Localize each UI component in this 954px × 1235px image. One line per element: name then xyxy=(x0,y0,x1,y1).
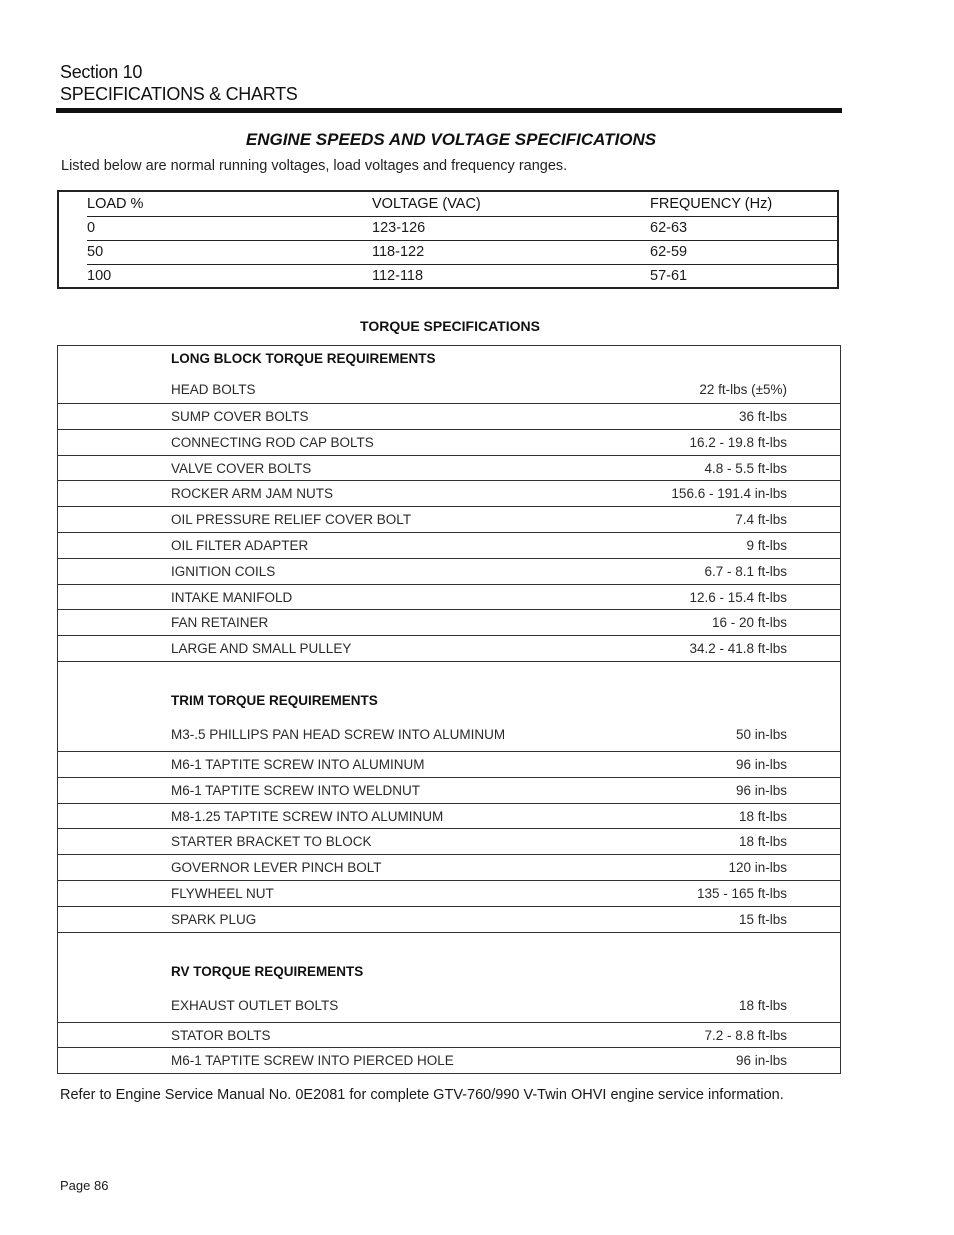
torque-table xyxy=(57,345,841,1074)
torque-item-value: 36 ft-lbs xyxy=(738,409,787,424)
torque-item-value: 18 ft-lbs xyxy=(738,997,787,1013)
torque-item-value: 7.2 - 8.8 ft-lbs xyxy=(704,1027,787,1043)
torque-item-label: STATOR BOLTS xyxy=(171,1027,271,1043)
torque-item-value: 34.2 - 41.8 ft-lbs xyxy=(689,641,787,657)
torque-item-label: VALVE COVER BOLTS xyxy=(171,460,312,476)
torque-item-label: STARTER BRACKET TO BLOCK xyxy=(171,834,372,850)
torque-item-label: M8-1.25 TAPTITE SCREW INTO ALUMINUM xyxy=(171,808,444,824)
cell-frequency: 62-59 xyxy=(650,244,688,260)
table-row xyxy=(58,777,840,803)
table-row xyxy=(58,828,840,854)
table-row xyxy=(58,721,840,751)
torque-item-label: M6-1 TAPTITE SCREW INTO WELDNUT xyxy=(171,782,421,798)
engine-specs-intro: Listed below are normal running voltages, load voltages and frequency ranges. xyxy=(61,158,568,174)
torque-item-label: ROCKER ARM JAM NUTS xyxy=(171,486,334,502)
torque-item-value: 96 in-lbs xyxy=(735,756,787,772)
torque-item-label: INTAKE MANIFOLD xyxy=(171,589,293,605)
torque-item-value: 120 in-lbs xyxy=(728,860,787,876)
torque-item-value: 50 in-lbs xyxy=(735,726,787,742)
cell-voltage: 112-118 xyxy=(372,268,424,284)
table-row xyxy=(58,403,840,429)
torque-item-label: GOVERNOR LEVER PINCH BOLT xyxy=(171,860,382,876)
table-row xyxy=(58,455,840,481)
torque-item-label: EXHAUST OUTLET BOLTS xyxy=(171,997,339,1013)
table-row xyxy=(58,880,840,906)
table-row xyxy=(58,506,840,532)
page-number: Page 86 xyxy=(60,1178,109,1193)
cell-load: 0 xyxy=(87,220,96,236)
torque-item-label: LARGE AND SMALL PULLEY xyxy=(171,641,352,657)
table-row xyxy=(87,240,839,265)
cell-frequency: 62-63 xyxy=(650,220,688,236)
section-title: SPECIFICATIONS & CHARTS xyxy=(60,84,298,104)
table-row xyxy=(58,751,840,777)
voltage-table-header xyxy=(87,192,839,217)
rv-heading: RV TORQUE REQUIREMENTS xyxy=(171,963,364,979)
cell-voltage: 123-126 xyxy=(372,220,426,236)
torque-item-label: OIL PRESSURE RELIEF COVER BOLT xyxy=(171,512,412,528)
long-block-heading-row xyxy=(58,346,840,376)
table-row xyxy=(58,480,840,506)
torque-item-label: M6-1 TAPTITE SCREW INTO ALUMINUM xyxy=(171,756,425,772)
torque-item-value: 156.6 - 191.4 in-lbs xyxy=(671,486,787,502)
table-row xyxy=(87,216,839,241)
table-row xyxy=(58,1022,840,1048)
col-load: LOAD % xyxy=(87,196,144,212)
table-row xyxy=(58,584,840,610)
torque-item-label: CONNECTING ROD CAP BOLTS xyxy=(171,434,374,450)
torque-item-value: 22 ft-lbs (±5%) xyxy=(699,382,787,397)
torque-item-value: 6.7 - 8.1 ft-lbs xyxy=(704,563,787,579)
trim-heading: TRIM TORQUE REQUIREMENTS xyxy=(171,692,378,708)
table-row xyxy=(58,558,840,584)
torque-item-value: 18 ft-lbs xyxy=(738,834,787,850)
section-header xyxy=(60,61,297,105)
header-rule xyxy=(56,108,842,113)
col-frequency: FREQUENCY (Hz) xyxy=(650,196,773,212)
torque-item-value: 9 ft-lbs xyxy=(746,537,787,553)
torque-item-label: M3-.5 PHILLIPS PAN HEAD SCREW INTO ALUMINUM xyxy=(171,726,506,742)
torque-item-value: 96 in-lbs xyxy=(735,1053,787,1069)
torque-item-value: 4.8 - 5.5 ft-lbs xyxy=(704,460,787,476)
torque-item-label: SPARK PLUG xyxy=(171,911,257,927)
long-block-heading: LONG BLOCK TORQUE REQUIREMENTS xyxy=(171,351,436,366)
torque-item-label: M6-1 TAPTITE SCREW INTO PIERCED HOLE xyxy=(171,1053,454,1069)
torque-item-value: 135 - 165 ft-lbs xyxy=(696,885,787,901)
table-row xyxy=(58,635,840,661)
torque-item-label: FAN RETAINER xyxy=(171,615,269,631)
torque-item-value: 16 - 20 ft-lbs xyxy=(711,615,787,631)
engine-specs-title: ENGINE SPEEDS AND VOLTAGE SPECIFICATIONS xyxy=(245,130,657,149)
footer-note: Refer to Engine Service Manual No. 0E2081 for complete GTV-760/990 V-Twin OHVI engine service information. xyxy=(60,1087,784,1103)
voltage-table xyxy=(57,190,839,289)
torque-item-value: 16.2 - 19.8 ft-lbs xyxy=(689,434,787,450)
cell-load: 50 xyxy=(87,244,104,260)
cell-voltage: 118-122 xyxy=(372,244,425,260)
table-row xyxy=(58,429,840,455)
cell-load: 100 xyxy=(87,268,112,284)
torque-item-value: 12.6 - 15.4 ft-lbs xyxy=(689,589,787,605)
table-row xyxy=(87,264,839,288)
table-row xyxy=(58,532,840,558)
cell-frequency: 57-61 xyxy=(650,268,688,284)
torque-specs-title: TORQUE SPECIFICATIONS xyxy=(360,318,540,334)
table-row xyxy=(58,1047,840,1073)
table-row xyxy=(58,376,840,403)
torque-item-value: 96 in-lbs xyxy=(735,782,787,798)
rv-heading-row xyxy=(58,932,840,992)
torque-item-value: 7.4 ft-lbs xyxy=(735,512,787,528)
torque-item-label: OIL FILTER ADAPTER xyxy=(171,537,309,553)
trim-heading-row xyxy=(58,661,840,721)
col-voltage: VOLTAGE (VAC) xyxy=(372,196,481,212)
torque-item-value: 15 ft-lbs xyxy=(738,911,787,927)
section-number: Section 10 xyxy=(60,62,143,82)
table-row xyxy=(58,906,840,932)
table-row xyxy=(58,992,840,1022)
table-row xyxy=(58,854,840,880)
table-row xyxy=(58,803,840,829)
torque-item-label: IGNITION COILS xyxy=(171,563,276,579)
torque-item-label: HEAD BOLTS xyxy=(171,382,256,397)
torque-item-value: 18 ft-lbs xyxy=(738,808,787,824)
table-row xyxy=(58,609,840,635)
torque-item-label: SUMP COVER BOLTS xyxy=(171,409,309,424)
torque-item-label: FLYWHEEL NUT xyxy=(171,885,274,901)
